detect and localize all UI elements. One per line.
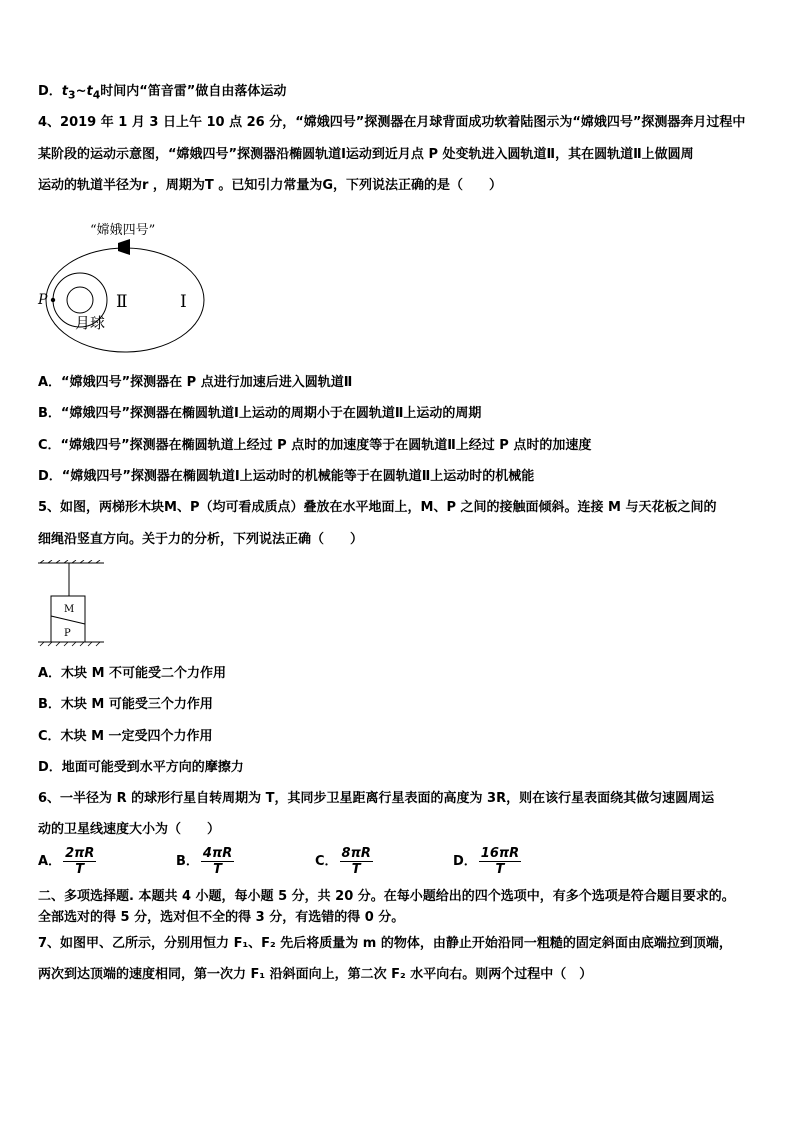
fraction-numerator: 8πR	[341, 846, 371, 861]
q6-stem-line1: 6、一半径为 R 的球形行星自转周期为 T，其同步卫星距离行星表面的高度为 3R，则在该行星表面绕其做匀速圆周运	[38, 791, 715, 806]
q6-option-a-label: A．	[38, 854, 62, 869]
q6-option-c-label: C．	[315, 854, 338, 869]
t3-symbol: t	[61, 84, 69, 99]
q5-blocks-figure	[38, 560, 108, 648]
q5-stem-line1: 5、如图，两梯形木块M、P（均可看成质点）叠放在水平地面上，M、P 之间的接触面倾斜。连接 M 与天花板之间的	[38, 500, 717, 515]
section2-header-line1: 二、多项选择题. 本题共 4 小题，每小题 5 分，共 20 分。在每小题给出的四个选项中，有多个选项是符合题目要求的。	[38, 889, 735, 904]
q6-option-b-label: B．	[176, 854, 199, 869]
orbit-1-label: Ⅰ	[180, 292, 187, 312]
ground-hatching	[40, 642, 100, 646]
q6-option-b	[176, 846, 236, 877]
q5-stem-line2: 细绳沿竖直方向。关于力的分析，下列说法正确（ ）	[38, 532, 364, 547]
probe-label: “嫦娥四号”	[90, 223, 156, 238]
range-separator: ~	[75, 84, 87, 99]
q6-option-c-fraction	[340, 846, 373, 877]
fraction-denominator: T	[213, 862, 223, 877]
q5-option-a: A．木块 M 不可能受二个力作用	[38, 666, 227, 681]
fraction-denominator: T	[75, 862, 85, 877]
q6-option-d-fraction	[479, 846, 521, 877]
q4-stem-line2: 某阶段的运动示意图，“嫦娥四号”探测器沿椭圆轨道Ⅰ运动到近月点 P 处变轨进入圆轨道Ⅱ，其在圆轨道Ⅱ上做圆周	[38, 147, 694, 162]
fraction-numerator: 2πR	[65, 846, 95, 861]
moon-label: 月球	[75, 314, 106, 332]
q6-option-a	[38, 846, 98, 877]
q6-option-b-fraction	[201, 846, 234, 877]
fraction-numerator: 16πR	[480, 846, 520, 861]
section2-header-line2: 全部选对的得 5 分，选对但不全的得 3 分，有选错的得 0 分。	[38, 910, 405, 925]
fraction-numerator: 4πR	[202, 846, 233, 861]
block-p-label: P	[64, 628, 71, 639]
q7-stem-line2: 两次到达顶端的速度相同，第一次力 F₁ 沿斜面向上，第二次 F₂ 水平向右。则两个过程中（ ）	[38, 967, 593, 982]
contact-surface	[51, 616, 85, 624]
q4-orbit-figure	[30, 212, 230, 362]
q3-option-d-label: D．	[38, 84, 62, 99]
q4-stem-line3: 运动的轨道半径为r ，周期为T 。已知引力常量为G，下列说法正确的是（ ）	[38, 178, 503, 193]
point-p-marker	[51, 298, 55, 302]
q4-stem-line1: 4、2019 年 1 月 3 日上午 10 点 26 分，“嫦娥四号”探测器在月球背面成功软着陆图示为“嫦娥四号”探测器奔月过程中	[38, 115, 746, 130]
t4-symbol: t	[86, 84, 93, 99]
q3-option-d-text: 时间内“笛音雷”做自由落体运动	[100, 84, 287, 99]
q4-option-a: A．“嫦娥四号”探测器在 P 点进行加速后进入圆轨道Ⅱ	[38, 375, 353, 390]
q4-option-c: C．“嫦娥四号”探测器在椭圆轨道上经过 P 点时的加速度等于在圆轨道Ⅱ上经过 P 点时的加速度	[38, 438, 592, 453]
t3-subscript: 3	[68, 88, 76, 102]
point-p-label: P	[38, 292, 48, 308]
t4-subscript: 4	[92, 88, 101, 102]
q6-option-a-fraction	[63, 846, 96, 877]
fraction-denominator: T	[495, 862, 505, 877]
moon	[67, 287, 93, 313]
q7-stem-line1: 7、如图甲、乙所示，分别用恒力 F₁、F₂ 先后将质量为 m 的物体，由静止开始沿同一粗糙的固定斜面由底端拉到顶端，	[38, 936, 732, 951]
q6-stem-line2: 动的卫星线速度大小为（ ）	[38, 822, 221, 837]
fraction-denominator: T	[351, 862, 361, 877]
block-m-label: M	[64, 604, 75, 615]
q5-option-b: B．木块 M 可能受三个力作用	[38, 697, 213, 712]
probe-icon	[118, 239, 130, 255]
q4-option-d: D．“嫦娥四号”探测器在椭圆轨道Ⅰ上运动时的机械能等于在圆轨道Ⅱ上运动时的机械能	[38, 469, 535, 484]
q5-option-c: C．木块 M 一定受四个力作用	[38, 729, 213, 744]
q6-option-d	[453, 846, 523, 877]
q6-option-c	[315, 846, 375, 877]
q5-option-d: D．地面可能受到水平方向的摩擦力	[38, 760, 244, 775]
q3-option-d	[38, 83, 286, 105]
q6-option-d-label: D．	[453, 854, 477, 869]
orbit-2-label: Ⅱ	[116, 292, 128, 312]
q4-option-b: B．“嫦娥四号”探测器在椭圆轨道Ⅰ上运动的周期小于在圆轨道Ⅱ上运动的周期	[38, 406, 482, 421]
